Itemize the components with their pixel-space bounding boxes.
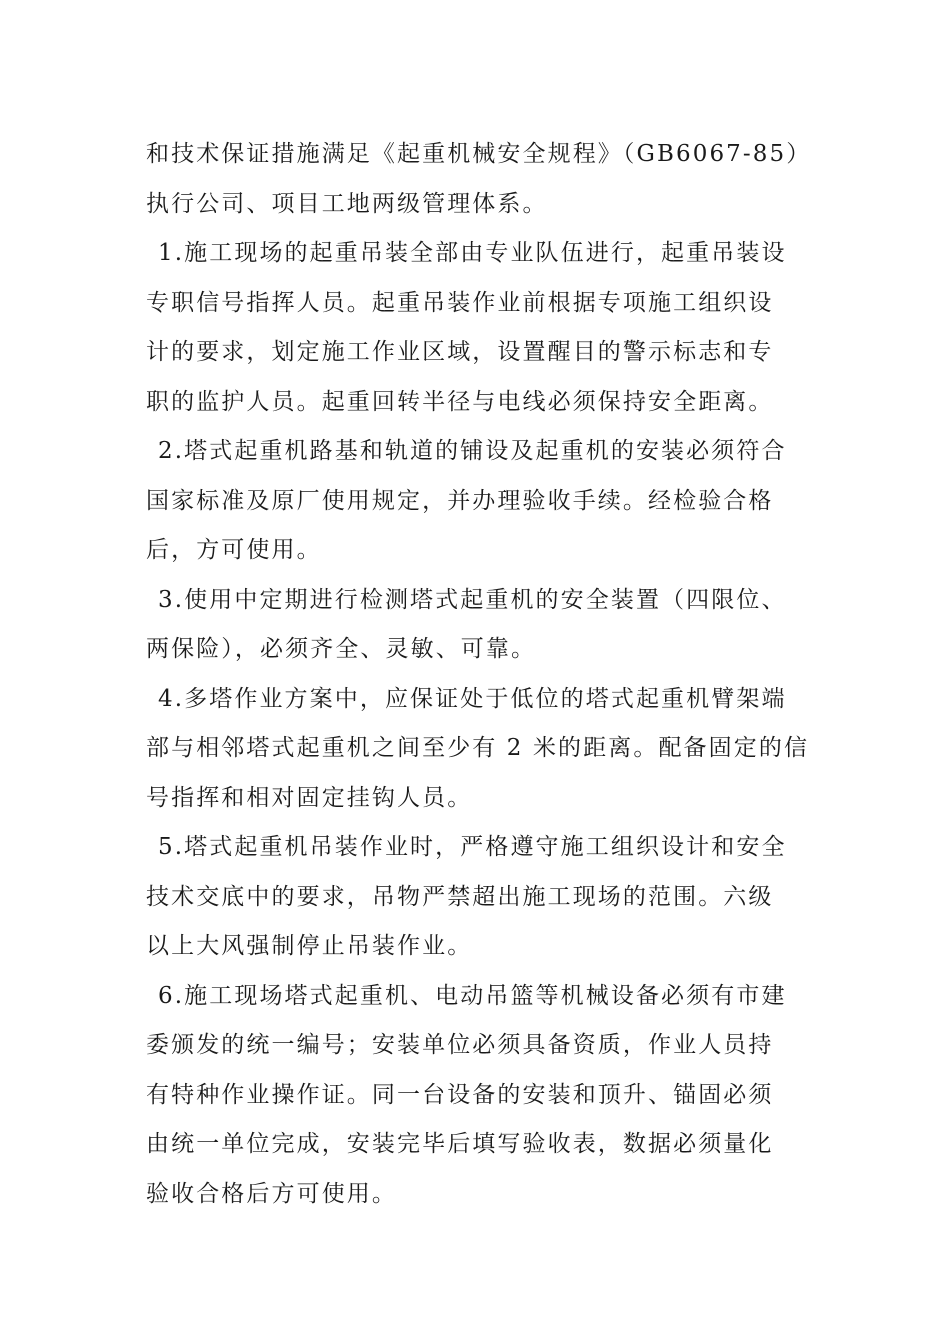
text-line: 号指挥和相对固定挂钩人员。 [146, 784, 473, 811]
list-item-6-line: 6.施工现场塔式起重机、电动吊篮等机械设备必须有市建 [158, 982, 787, 1009]
text-line: 以上大风强制停止吊装作业。 [146, 933, 473, 959]
text-line: 技术交底中的要求，吊物严禁超出施工现场的范围。六级 [146, 883, 774, 910]
text-line: 国家标准及原厂使用规定，并办理验收手续。经检验合格 [146, 487, 774, 514]
list-item-5-line: 5.塔式起重机吊装作业时，严格遵守施工组织设计和安全 [158, 834, 787, 860]
text-line: 专职信号指挥人员。起重吊装作业前根据专项施工组织设 [146, 289, 774, 316]
text-line: 委颁发的统一编号；安装单位必须具备资质，作业人员持 [146, 1032, 774, 1058]
list-item-2-line: 2.塔式起重机路基和轨道的铺设及起重机的安装必须符合 [158, 438, 787, 464]
text-line: 计的要求，划定施工作业区域，设置醒目的警示标志和专 [146, 339, 774, 365]
text-line: 有特种作业操作证。同一台设备的安装和顶升、锚固必须 [146, 1081, 774, 1108]
text-line: 后，方可使用。 [146, 537, 322, 563]
text-line: 和技术保证措施满足《起重机械安全规程》（GB6067-85） [146, 141, 812, 167]
text-line: 两保险），必须齐全、灵敏、可靠。 [146, 636, 537, 662]
text-line: 部与相邻塔式起重机之间至少有 2 米的距离。配备固定的信 [146, 735, 810, 761]
text-line: 职的监护人员。起重回转半径与电线必须保持安全距离。 [146, 388, 774, 415]
list-item-1-line: 1.施工现场的起重吊装全部由专业队伍进行，起重吊装设 [158, 240, 787, 266]
text-line: 验收合格后方可使用。 [146, 1180, 397, 1207]
list-item-3-line: 3.使用中定期进行检测塔式起重机的安全装置（四限位、 [158, 586, 787, 613]
list-item-4-line: 4.多塔作业方案中，应保证处于低位的塔式起重机臂架端 [158, 685, 787, 712]
document-body [146, 130, 810, 1219]
text-line: 执行公司、项目工地两级管理体系。 [146, 190, 548, 217]
text-line: 由统一单位完成，安装完毕后填写验收表，数据必须量化 [146, 1131, 774, 1157]
